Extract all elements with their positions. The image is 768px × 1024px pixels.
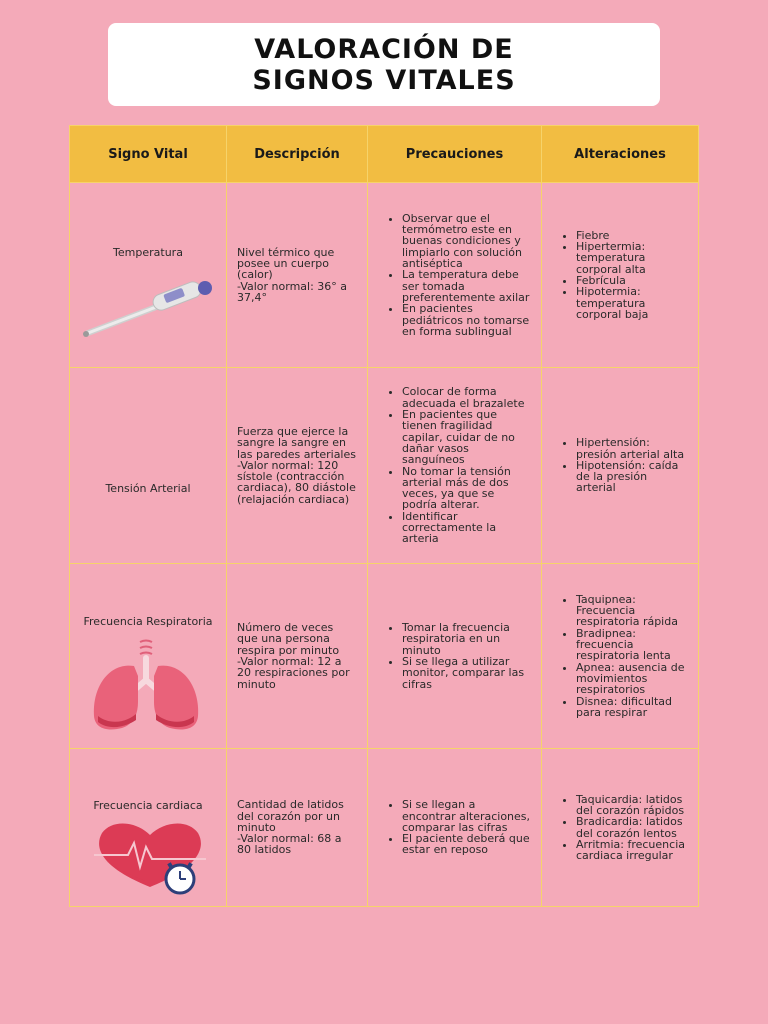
precautions-cell (368, 368, 542, 564)
thermometer-icon (80, 273, 220, 343)
list-item: • Bradipnea: frecuencia respiratoria lenta (576, 628, 688, 662)
sign-cell (70, 183, 227, 368)
sign-name: Tensión Arterial (105, 482, 191, 496)
sign-cell (70, 368, 227, 564)
page-title-line-2: SIGNOS VITALES (252, 64, 516, 96)
heart-clock-icon (80, 817, 220, 897)
list-item: • Si se llegan a encontrar alteraciones, comparar las cifras (402, 799, 531, 833)
list-item: • Disnea: dificultad para respirar (576, 696, 688, 719)
list-item: • No tomar la tensión arterial más de dos veces, ya que se podría alterar. (402, 466, 531, 511)
header-signo-vital: Signo Vital (70, 126, 227, 183)
title-card (108, 23, 660, 106)
list-item: • Hipotensión: caída de la presión arterial (576, 460, 688, 494)
sign-name: Frecuencia cardiaca (93, 798, 203, 812)
description-cell: Cantidad de latidos del corazón por un minuto -Valor normal: 68 a 80 latidos (227, 749, 368, 907)
description-cell: Nivel térmico que posee un cuerpo (calor) -Valor normal: 36° a 37,4° (227, 183, 368, 368)
description-cell: Fuerza que ejerce la sangre la sangre en las paredes arteriales -Valor normal: 120 sístole (contracción cardiaca), 80 diástole (relajación cardiaca) (227, 368, 368, 564)
list-item: • El paciente deberá que estar en reposo (402, 833, 531, 856)
vital-signs-table (69, 125, 699, 907)
list-item: • Taquicardia: latidos del corazón rápidos (576, 794, 688, 817)
list-item: • Hipertermia: temperatura corporal alta (576, 241, 688, 275)
page-title-line-1: VALORACIÓN DE (254, 33, 514, 65)
alterations-cell (542, 564, 699, 749)
alterations-cell (542, 749, 699, 907)
header-alteraciones: Alteraciones (542, 126, 699, 183)
list-item: • Identificar correctamente la arteria (402, 511, 531, 545)
list-item: • Arritmia: frecuencia cardiaca irregular (576, 839, 688, 862)
list-item: • En pacientes pediátricos no tomarse en forma sublingual (402, 303, 531, 337)
list-item: • En pacientes que tienen fragilidad capilar, cuidar de no dañar vasos sanguíneos (402, 409, 531, 465)
description-cell: Número de veces que una persona respira por minuto -Valor normal: 12 a 20 respiraciones por minuto (227, 564, 368, 749)
list-item: • Hipotermia: temperatura corporal baja (576, 286, 688, 320)
table-header-row (70, 126, 699, 183)
list-item: • La temperatura debe ser tomada preferentemente axilar (402, 269, 531, 303)
table-row (70, 368, 699, 564)
sign-name: Temperatura (113, 246, 183, 260)
sign-cell (70, 564, 227, 749)
sign-cell (70, 749, 227, 907)
list-item: • Tomar la frecuencia respiratoria en un minuto (402, 622, 531, 656)
table-row (70, 749, 699, 907)
alterations-cell (542, 183, 699, 368)
table-row (70, 564, 699, 749)
list-item: • Colocar de forma adecuada el brazalete (402, 386, 531, 409)
header-descripcion: Descripción (227, 126, 368, 183)
table-row (70, 183, 699, 368)
list-item: • Taquipnea: Frecuencia respiratoria rápida (576, 594, 688, 628)
list-item: • Apnea: ausencia de movimientos respiratorios (576, 662, 688, 696)
list-item: • Observar que el termómetro este en buenas condiciones y limpiarlo con solución antiséptica (402, 213, 531, 269)
lungs-icon (80, 636, 220, 736)
list-item: • Fiebre (576, 230, 688, 241)
alterations-cell (542, 368, 699, 564)
list-item: • Si se llega a utilizar monitor, comparar las cifras (402, 656, 531, 690)
header-precauciones: Precauciones (368, 126, 542, 183)
list-item: • Febrícula (576, 275, 688, 286)
list-item: • Hipertensión: presión arterial alta (576, 437, 688, 460)
precautions-cell (368, 564, 542, 749)
list-item: • Bradicardia: latidos del corazón lentos (576, 816, 688, 839)
precautions-cell (368, 183, 542, 368)
precautions-cell (368, 749, 542, 907)
sign-name: Frecuencia Respiratoria (83, 615, 213, 629)
